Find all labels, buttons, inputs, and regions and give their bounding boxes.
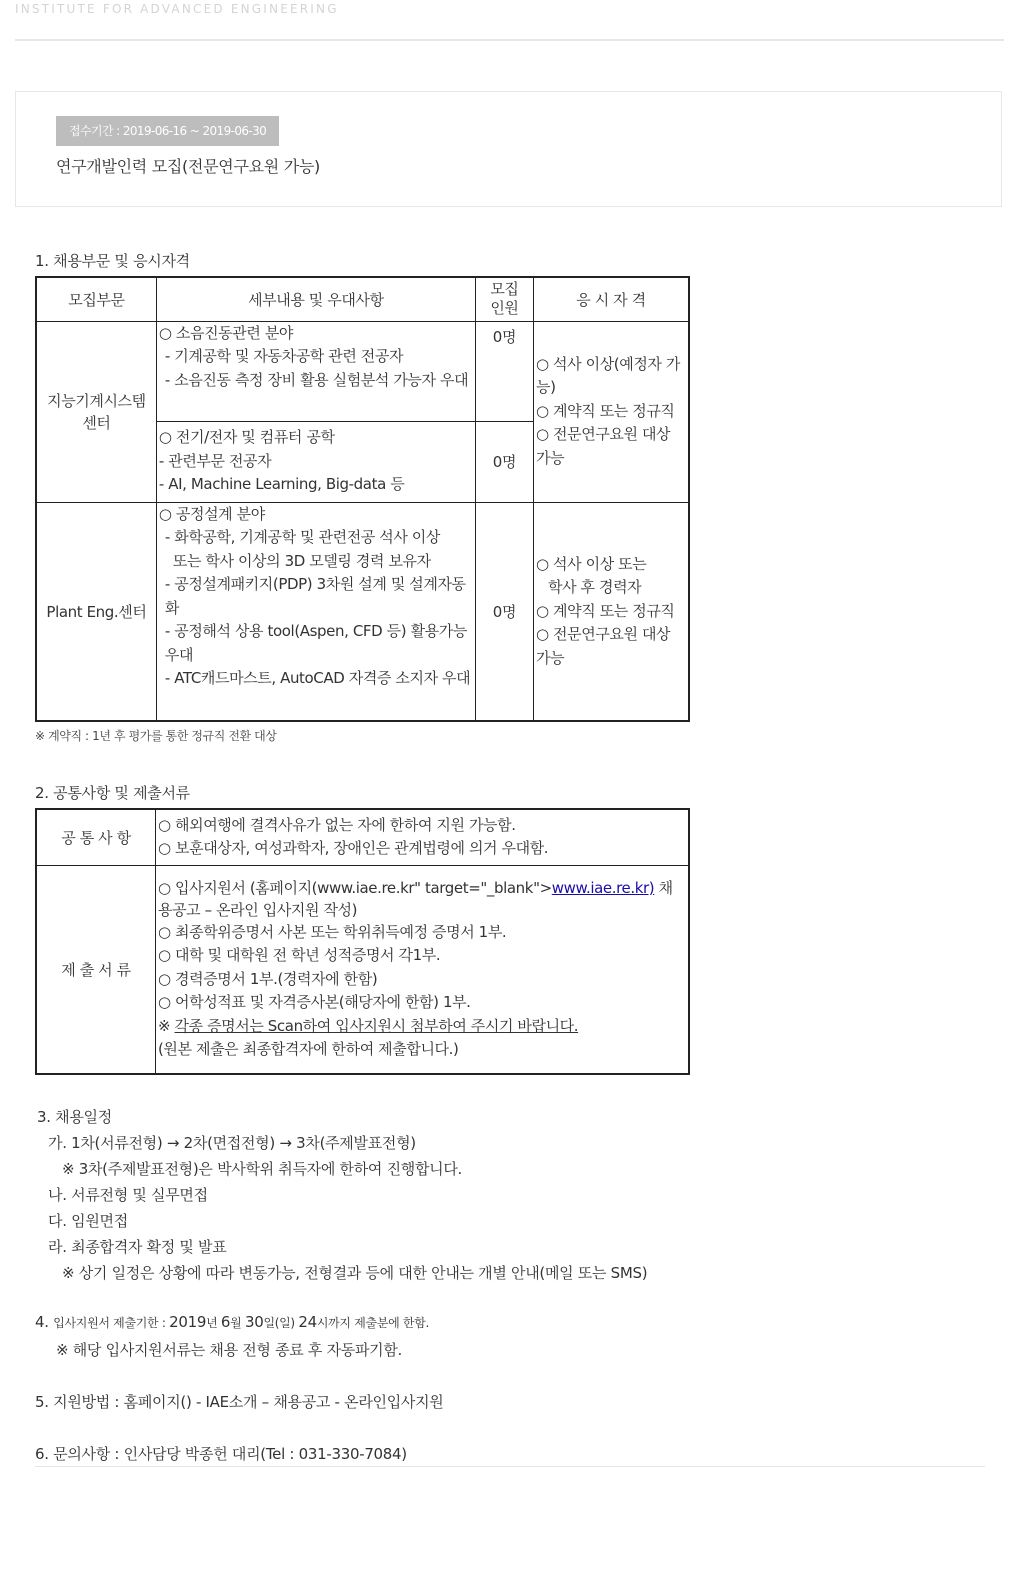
deadline-line [35, 1313, 429, 1331]
deadline-year: 2019 [169, 1313, 207, 1331]
docs-line-application [158, 877, 686, 921]
common-label: 공 통 사 항 [36, 809, 155, 865]
homepage-link[interactable]: www.iae.re.kr) [551, 878, 655, 897]
details-noise-vibration [156, 321, 475, 421]
deadline-hour: 24 [298, 1313, 317, 1331]
schedule-line: ※ 상기 일정은 상황에 따라 변동가능, 전형결과 등에 대한 안내는 개별 안내(메일 또는 SMS) [62, 1264, 648, 1282]
qualification-intelligent-machine [534, 321, 690, 502]
section-4-num: 4. [35, 1313, 54, 1331]
details-electrical-computer [156, 421, 475, 502]
dept-intelligent-machine: 지능기계시스템 센터 [36, 321, 156, 502]
header-dept: 모집부문 [36, 277, 156, 321]
section-1-heading: 1. 채용부문 및 응시자격 [35, 252, 190, 270]
detail-line: - 공정설계패키지(PDP) 3차원 설계 및 설계자동화 [164, 575, 466, 617]
section-2-heading: 2. 공통사항 및 제출서류 [35, 784, 190, 802]
application-method: 5. 지원방법 : 홈페이지() - IAE소개 – 채용공고 - 온라인입사지원 [35, 1393, 444, 1411]
detail-line: - 공정해석 상용 tool(Aspen, CFD 등) 활용가능 우대 [164, 622, 467, 664]
contact-info: 6. 문의사항 : 인사담당 박종헌 대리(Tel : 031-330-7084) [35, 1445, 407, 1463]
detail-line: - ATC캐드마스트, AutoCAD 자격증 소지자 우대 [164, 669, 471, 687]
docs-label: 제 출 서 류 [36, 865, 155, 1074]
docs-note-line [158, 1015, 686, 1039]
count-electrical-computer: 0명 [475, 421, 533, 502]
detail-line: 또는 학사 이상의 3D 모델링 경력 보유자 [172, 551, 431, 570]
detail-line: ○ 전기/전자 및 컴퓨터 공학 [158, 428, 335, 447]
count-plant-eng: 0명 [475, 502, 533, 721]
docs-text: ○ 입사지원서 (홈페이지(www.iae.re.kr" target="_blank"> [157, 878, 552, 897]
docs-line: ○ 어학성적표 및 자격증사본(해당자에 한함) 1부. [157, 993, 471, 1012]
detail-line: - 관련부문 전공자 [158, 451, 272, 470]
section-3-heading: 3. 채용일정 [37, 1108, 112, 1126]
qual-line: ○ 전문연구요원 대상 가능 [536, 625, 671, 667]
schedule-line: ※ 3차(주제발표전형)은 박사학위 취득자에 한하여 진행합니다. [62, 1160, 462, 1178]
detail-line: ○ 공정설계 분야 [158, 504, 265, 523]
detail-line: - 화학공학, 기계공학 및 관련전공 석사 이상 [164, 528, 440, 546]
note-mark: ※ [157, 1016, 175, 1035]
qual-line: ○ 계약직 또는 정규직 [536, 601, 675, 620]
dept-plant-eng: Plant Eng.센터 [36, 502, 156, 721]
qualification-plant-eng [534, 502, 690, 721]
disposal-note: ※ 해당 입사지원서류는 채용 전형 종료 후 자동파기함. [56, 1341, 403, 1359]
header-count: 모집 인원 [475, 277, 533, 321]
qual-line: ○ 석사 이상(예정자 가능) [536, 354, 680, 397]
detail-line: - 소음진동 측정 장비 활용 실험분석 가능자 우대 [164, 370, 469, 389]
institute-name: INSTITUTE FOR ADVANCED ENGINEERING [15, 2, 339, 16]
requirements-table [35, 808, 690, 1075]
docs-line: ○ 대학 및 대학원 전 학년 성적증명서 각1부. [157, 946, 441, 965]
qual-line: ○ 전문연구요원 대상 가능 [536, 425, 671, 467]
notice-title: 연구개발인력 모집(전문연구요원 가능) [56, 157, 320, 176]
footer-divider [35, 1466, 985, 1467]
deadline-hour-unit: 시까지 제출분에 한함. [316, 1316, 430, 1330]
deadline-month-unit: 월 [230, 1316, 245, 1330]
deadline-month: 6 [220, 1313, 231, 1331]
qual-line: ○ 석사 이상 또는 [536, 554, 647, 573]
contract-note: ※ 계약직 : 1년 후 평가를 통한 정규직 전환 대상 [35, 729, 277, 743]
docs-line: ○ 최종학위증명서 사본 또는 학위취득예정 증명서 1부. [157, 922, 507, 941]
detail-line: ○ 소음진동관련 분야 [158, 323, 294, 342]
scan-note: 각종 증명서는 Scan하여 입사지원시 첨부하여 주시기 바랍니다. [174, 1016, 579, 1035]
deadline-year-unit: 년 [206, 1316, 221, 1330]
schedule-line: 다. 임원면접 [48, 1212, 128, 1230]
docs-line: ○ 경력증명서 1부.(경력자에 한함) [157, 969, 378, 988]
deadline-day-unit: 일(일) [263, 1316, 299, 1330]
header-details: 세부내용 및 우대사항 [156, 277, 475, 321]
notice-summary-box [15, 91, 1002, 207]
detail-line: - 기계공학 및 자동차공학 관련 전공자 [164, 347, 404, 365]
common-line: ○ 해외여행에 결격사유가 없는 자에 한하여 지원 가능함. [157, 815, 516, 834]
deadline-day: 30 [244, 1313, 264, 1331]
header-qualification: 응 시 자 격 [534, 277, 690, 321]
schedule-line: 라. 최종합격자 확정 및 발표 [48, 1238, 227, 1256]
qual-line: 학사 후 경력자 [548, 578, 642, 596]
detail-line: - AI, Machine Learning, Big-data 등 [158, 475, 405, 494]
recruitment-table [35, 276, 690, 722]
docs-items [155, 865, 689, 1074]
common-items [155, 809, 689, 865]
details-process-design [156, 502, 475, 721]
docs-line: (원본 제출은 최종합격자에 한하여 제출합니다.) [157, 1040, 459, 1059]
common-line: ○ 보훈대상자, 여성과학자, 장애인은 관계법령에 의거 우대함. [157, 839, 549, 858]
application-period-badge: 접수기간 : 2019-06-16 ~ 2019-06-30 [56, 116, 279, 146]
count-noise-vibration: 0명 [475, 321, 533, 421]
header-divider [15, 39, 1004, 41]
docs-text: 채용공고 – 온라인 입사지원 작성) [157, 878, 673, 919]
schedule-line: 가. 1차(서류전형) → 2차(면접전형) → 3차(주제발표전형) [48, 1134, 416, 1152]
qual-line: ○ 계약직 또는 정규직 [536, 401, 675, 420]
schedule-line: 나. 서류전형 및 실무면접 [48, 1186, 208, 1204]
deadline-label: 입사지원서 제출기한 : [53, 1316, 170, 1330]
